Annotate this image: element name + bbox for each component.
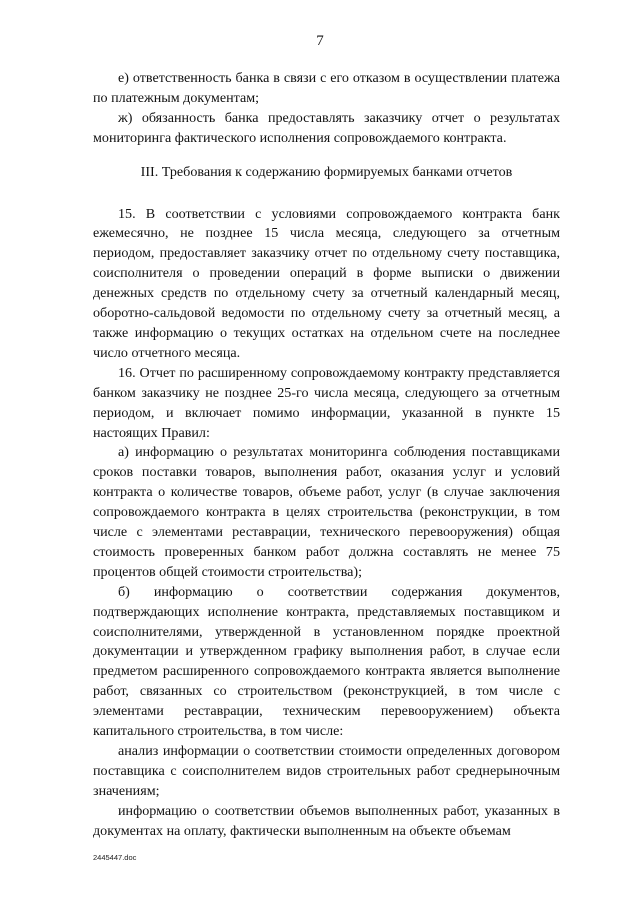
paragraph-zh: ж) обязанность банка предоставлять заказчику отчет о результатах мониторинга фактического исполнения сопровождаемого контракта. bbox=[93, 109, 560, 146]
page-number: 7 bbox=[316, 33, 324, 49]
paragraph-analysis: анализ информации о соответствии стоимости определенных договором поставщика с соисполнителем видов строительных работ среднерыночным значениям; bbox=[93, 743, 560, 799]
document-body bbox=[93, 69, 560, 842]
paragraph-16-a: а) информацию о результатах мониторинга соблюдения поставщиками сроков поставки товаров, выполнения работ, оказания услуг и условий контракта о количестве товаров, объеме работ, услуг (в случае заключения сопровождаемого контракта в целях строительства (реконструкции, в том числе с элементами реставрации, технического перевооружения) общая стоимость проверенных банком работ должна составлять не менее 75 процентов общей стоимости строительства); bbox=[93, 444, 560, 580]
paragraph-volumes: информацию о соответствии объемов выполненных работ, указанных в документах на оплату, фактически выполненным на объекте объемам bbox=[93, 802, 560, 839]
paragraph-16-b: б) информацию о соответствии содержания документов, подтверждающих исполнение контракта, представляемых поставщиком и соисполнителями, утвержденной в установленном порядке проектной документации и утвержденном графику выполнения работ, в случае если предметом расширенного сопровождаемого контракта является выполнение работ, связанных со строительством (реконструкцией, в том числе с элементами реставрации, техническим перевооружением) объекта капитального строительства, в том числе: bbox=[93, 583, 560, 740]
footer-filename: 2445447.doc bbox=[93, 853, 137, 862]
paragraph-e: е) ответственность банка в связи с его отказом в осуществлении платежа по платежным документам; bbox=[93, 70, 560, 106]
paragraph-15: 15. В соответствии с условиями сопровождаемого контракта банк ежемесячно, не позднее 15 числа месяца, следующего за отчетным периодом, предоставляет заказчику отчет по отдельному счету поставщика, соисполнителя о проведении операций в форме выписки о движении денежных средств по отдельному счету за отчетный календарный месяц, оборотно-сальдовой ведомости по отдельному счету за отчетный месяц, а также информацию о текущих остатках на отдельном счете на последнее число отчетного месяца. bbox=[93, 205, 560, 361]
paragraph-16: 16. Отчет по расширенному сопровождаемому контракту представляется банком заказчику не позднее 25-го числа месяца, следующего за отчетным периодом, и включает помимо информации, указанной в пункте 15 настоящих Правил: bbox=[93, 364, 560, 441]
section-heading: III. Требования к содержанию формируемых банками отчетов bbox=[140, 163, 513, 180]
